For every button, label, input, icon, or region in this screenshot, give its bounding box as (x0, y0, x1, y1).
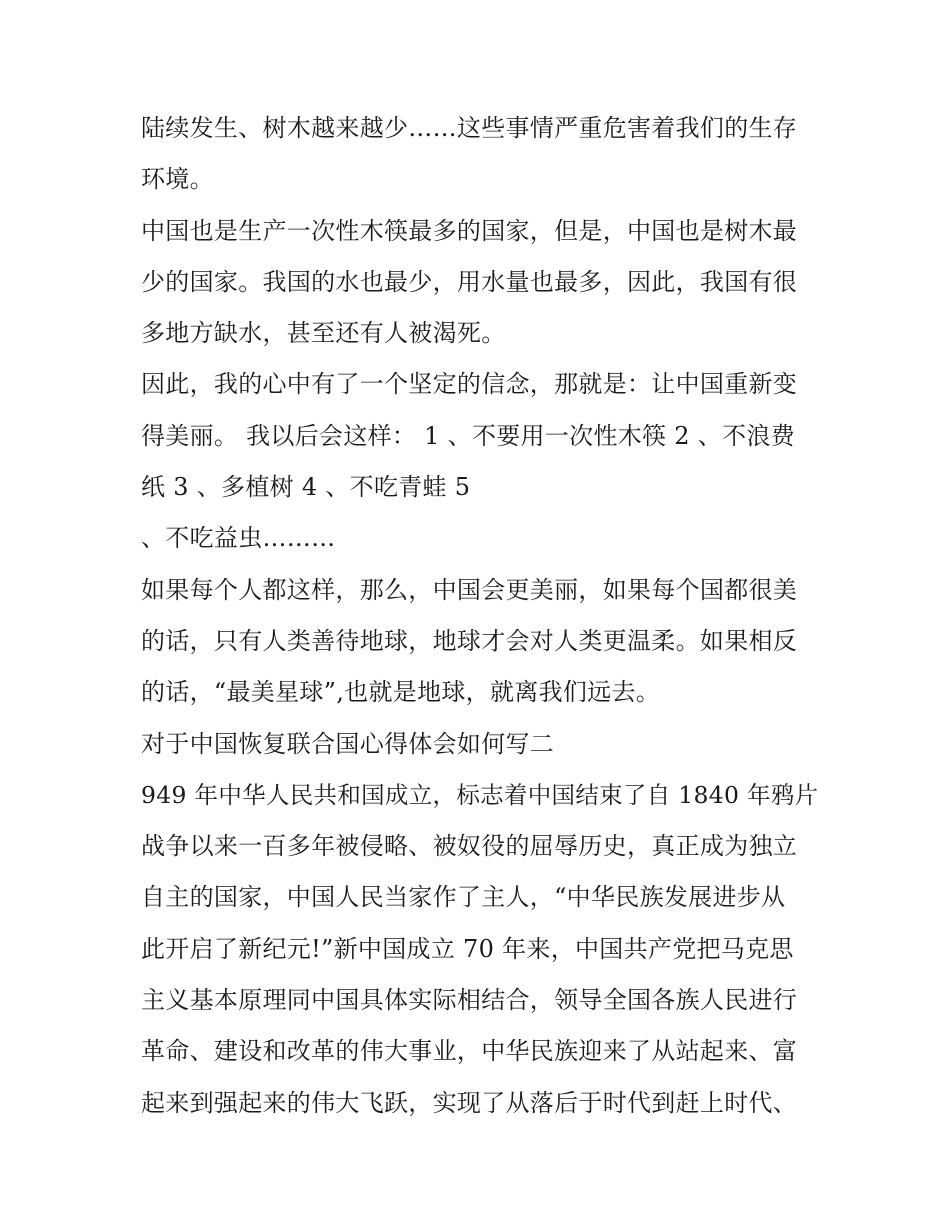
text-line: 如果每个人都这样，那么，中国会更美丽，如果每个国都很美 (141, 575, 798, 604)
section-heading: 对于中国恢复联合国心得体会如何写二 (141, 729, 555, 758)
text-line: 战争以来一百多年被侵略、被奴役的屈辱历史，真正成为独立 (141, 832, 798, 861)
text-line: 环境。 (141, 165, 214, 194)
text-line: 949 年中华人民共和国成立，标志着中国结束了自 1840 年鸦片 (141, 780, 819, 809)
text-line: 此开启了新纪元!”新中国成立 70 年来，中国共产党把马克思 (141, 934, 794, 963)
text-line: 自主的国家，中国人民当家作了主人，“中华民族发展进步从 (141, 883, 786, 912)
text-line: 主义基本原理同中国具体实际相结合，领导全国各族人民进行 (141, 986, 798, 1015)
text-line: 革命、建设和改革的伟大事业，中华民族迎来了从站起来、富 (141, 1037, 798, 1066)
text-line: 中国也是生产一次性木筷最多的国家，但是，中国也是树木最 (141, 216, 798, 245)
text-line: 起来到强起来的伟大飞跃，实现了从落后于时代到赶上时代、 (141, 1088, 798, 1117)
text-line: 多地方缺水，甚至还有人被渴死。 (141, 319, 506, 348)
text-line: 的话，“最美星球”,也就是地球，就离我们远去。 (141, 678, 661, 707)
document-body (141, 103, 821, 1129)
text-line: 的话，只有人类善待地球，地球才会对人类更温柔。如果相反 (141, 626, 798, 655)
text-line: 因此，我的心中有了一个坚定的信念，那就是：让中国重新变 (141, 370, 798, 399)
text-line: 、不吃益虫……… (141, 524, 336, 553)
text-line: 纸 3 、多植树 4 、不吃青蛙 5 (141, 473, 471, 502)
text-line: 少的国家。我国的水也最少，用水量也最多，因此，我国有很 (141, 267, 798, 296)
text-line: 得美丽。 我以后会这样： 1 、不要用一次性木筷 2 、不浪费 (141, 421, 795, 450)
text-line: 陆续发生、树木越来越少……这些事情严重危害着我们的生存 (141, 114, 798, 142)
